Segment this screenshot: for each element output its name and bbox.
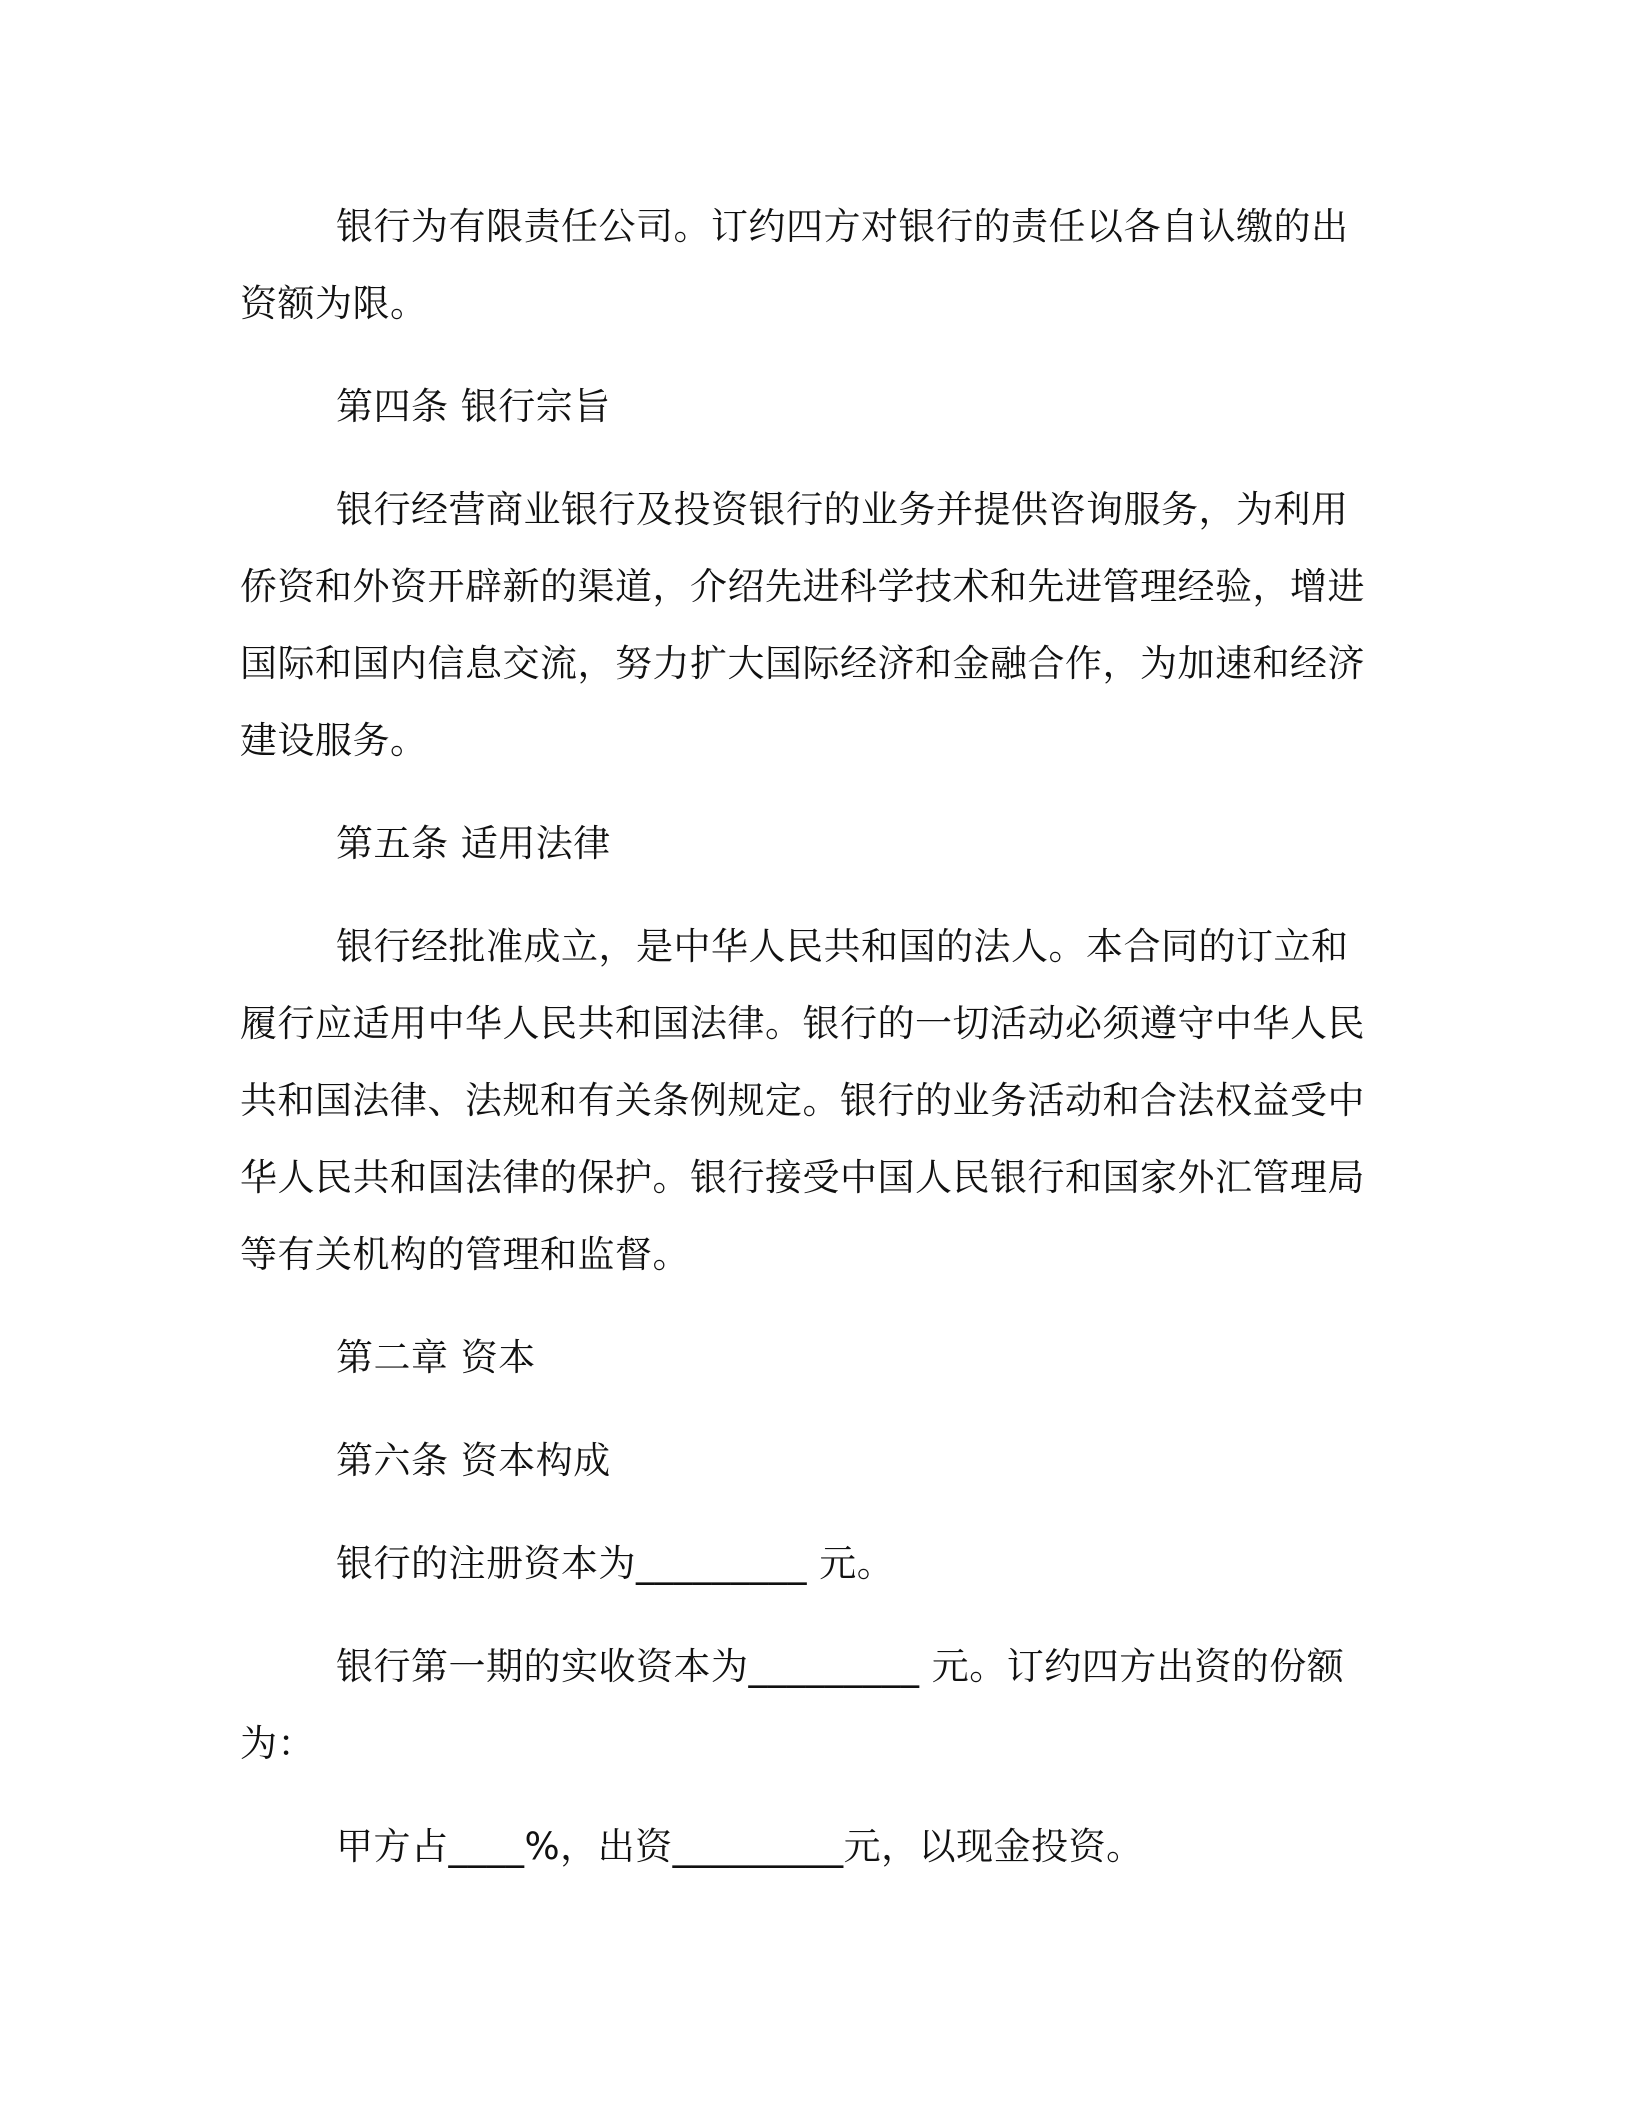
paragraph-party-a-share: 甲方占____%，出资_________元，以现金投资。 (336, 1825, 1144, 1868)
article-5-heading: 第五条 适用法律 (336, 822, 611, 865)
paragraph-purpose: 银行经营商业银行及投资银行的业务并提供咨询服务，为利用侨资和外资开辟新的渠道，介绍先进科学技术和先进管理经验，增进国际和国内信息交流，努力扩大国际经济和金融合作，为加速和经济建设服务。 (240, 488, 1365, 762)
document-body (240, 188, 1380, 1911)
chapter-2-heading: 第二章 资本 (336, 1336, 536, 1379)
article-4-heading: 第四条 银行宗旨 (336, 385, 611, 428)
paragraph-paid-in-capital: 银行第一期的实收资本为_________ 元。订约四方出资的份额为： (240, 1645, 1345, 1765)
paragraph-registered-capital: 银行的注册资本为_________ 元。 (336, 1542, 895, 1585)
paragraph-liability: 银行为有限责任公司。订约四方对银行的责任以各自认缴的出资额为限。 (240, 205, 1349, 325)
article-6-heading: 第六条 资本构成 (336, 1439, 611, 1482)
paragraph-applicable-law: 银行经批准成立，是中华人民共和国的法人。本合同的订立和履行应适用中华人民共和国法律。银行的一切活动必须遵守中华人民共和国法律、法规和有关条例规定。银行的业务活动和合法权益受中华人民共和国法律的保护。银行接受中国人民银行和国家外汇管理局等有关机构的管理和监督。 (240, 925, 1365, 1276)
